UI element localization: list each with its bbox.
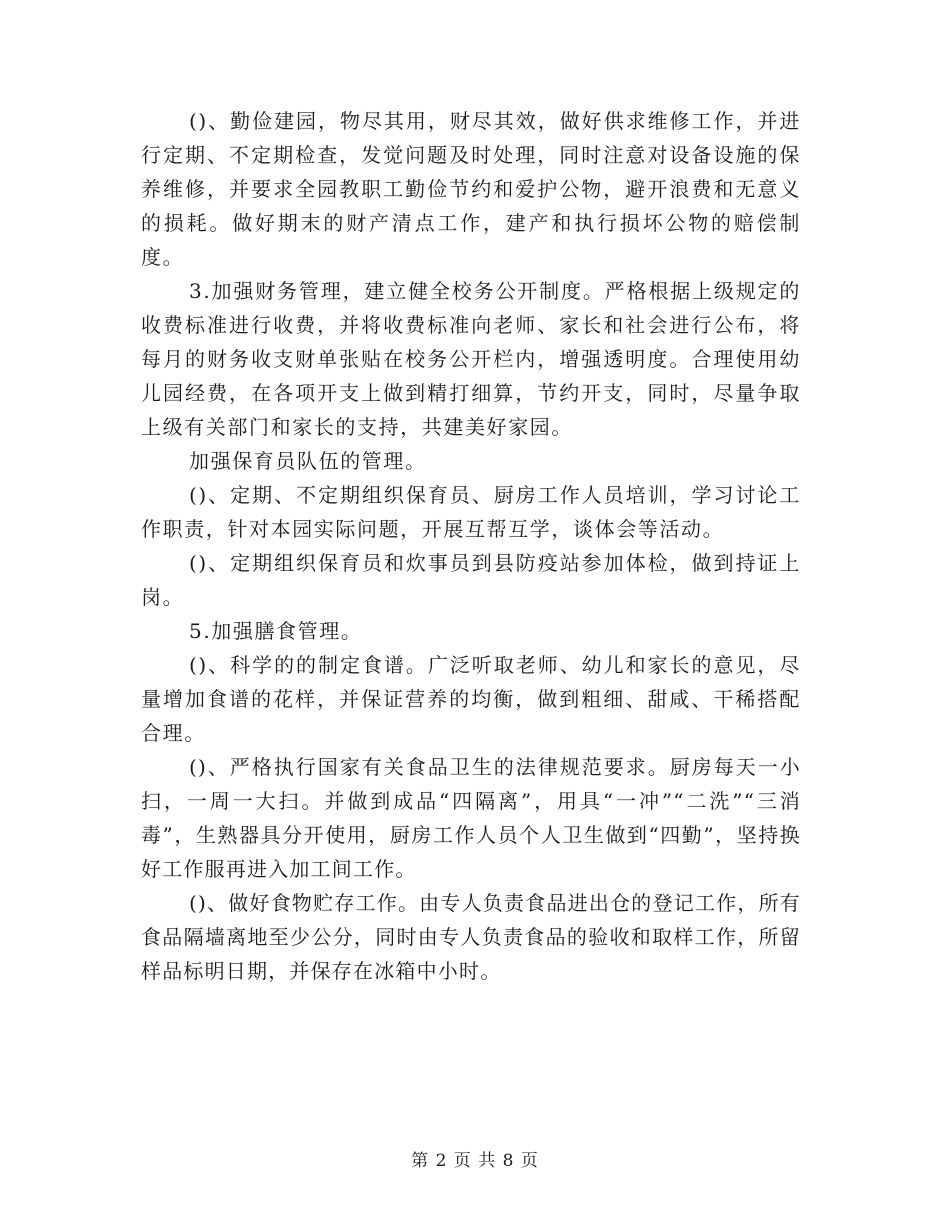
paragraph-caregiver-heading: 加强保育员队伍的管理。 [189, 449, 427, 473]
paragraph-caregiver-training: ()、定期、不定期组织保育员、厨房工作人员培训，学习讨论工作职责，针对本园实际问题，开展互帮互学，谈体会等活动。 [141, 483, 801, 541]
paragraph-meal-hygiene: ()、严格执行国家有关食品卫生的法律规范要求。厨房每天一小扫，一周一大扫。并做到成品“四隔离”，用具“一冲”“二洗”“三消毒”，生熟器具分开使用，厨房工作人员个人卫生做到“四勤”，坚持换好工作服再进入加工间工作。 [141, 755, 801, 881]
paragraph-meal-heading: 5.加强膳食管理。 [189, 619, 363, 643]
document-body [141, 104, 801, 988]
paragraph-finance: 3.加强财务管理，建立健全校务公开制度。严格根据上级规定的收费标准进行收费，并将收费标准向老师、家长和社会进行公布，将每月的财务收支财单张贴在校务公开栏内，增强透明度。合理使用幼儿园经费，在各项开支上做到精打细算，节约开支，同时，尽量争取上级有关部门和家长的支持，共建美好家园。 [141, 279, 801, 439]
paragraph-meal-recipe: ()、科学的的制定食谱。广泛听取老师、幼儿和家长的意见，尽量增加食谱的花样，并保证营养的均衡，做到粗细、甜咸、干稀搭配合理。 [141, 653, 801, 745]
page-number-footer: 第 2 页 共 8 页 [411, 1151, 539, 1171]
paragraph-maintenance: ()、勤俭建园，物尽其用，财尽其效，做好供求维修工作，并进行定期、不定期检查，发觉问题及时处理，同时注意对设备设施的保养维修，并要求全园教职工勤俭节约和爱护公物，避开浪费和无意义的损耗。做好期末的财产清点工作，建产和执行损坏公物的赔偿制度。 [141, 109, 801, 269]
paragraph-caregiver-checkup: ()、定期组织保育员和炊事员到县防疫站参加体检，做到持证上岗。 [141, 551, 801, 609]
paragraph-meal-storage: ()、做好食物贮存工作。由专人负责食品进出仓的登记工作，所有食品隔墙离地至少公分，同时由专人负责食品的验收和取样工作，所留样品标明日期，并保存在冰箱中小时。 [141, 891, 801, 983]
